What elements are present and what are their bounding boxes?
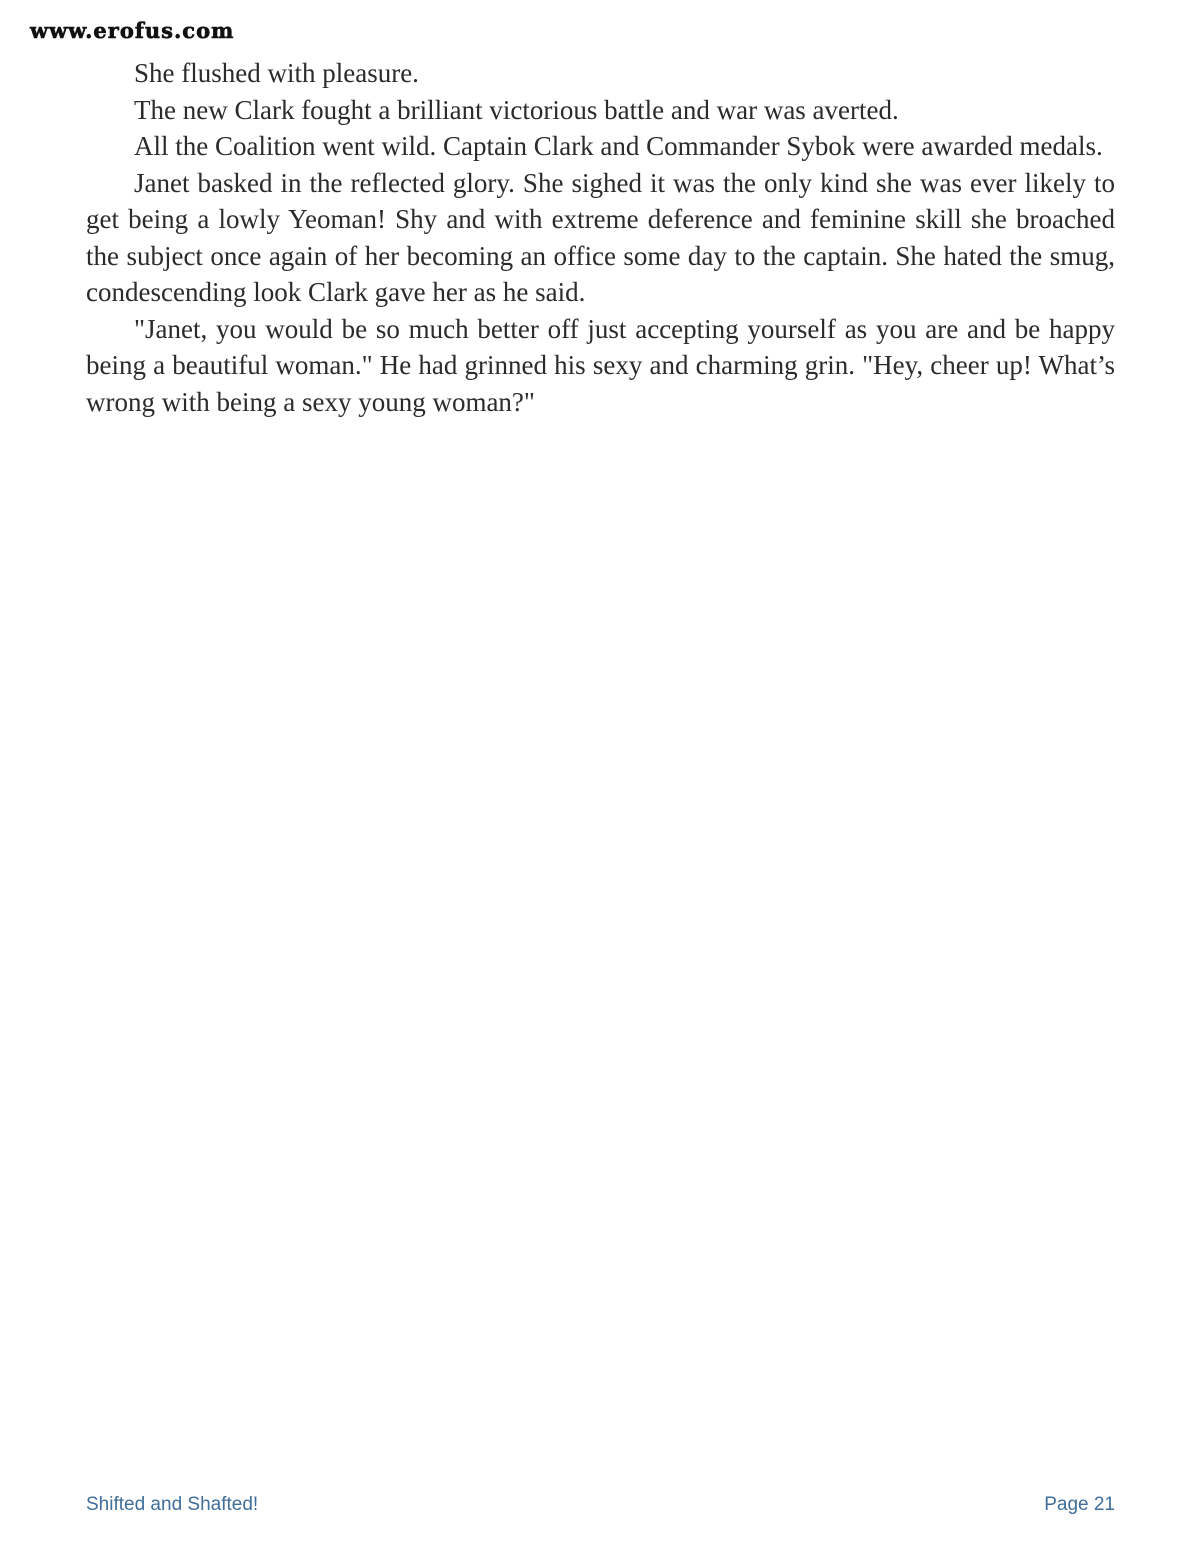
paragraph: "Janet, you would be so much better off just accepting yourself as you are and be happy being a beautiful woman." He had grinned his sexy and charming grin. "Hey, cheer up! What’s wrong with being a sexy young woman?" xyxy=(86,313,1115,417)
paragraph: All the Coalition went wild. Captain Clark and Commander Sybok were awarded medals. xyxy=(134,131,1103,161)
watermark-logo: www.erofus.com xyxy=(30,18,235,43)
paragraph: The new Clark fought a brilliant victorious battle and war was averted. xyxy=(134,94,899,125)
paragraph: She flushed with pleasure. xyxy=(134,58,419,88)
page-body xyxy=(86,55,1115,420)
footer-book-title: Shifted and Shafted! xyxy=(86,1494,259,1515)
footer-page-number: Page 21 xyxy=(1044,1494,1115,1515)
paragraph: Janet basked in the reflected glory. She sighed it was the only kind she was ever likely to get being a lowly Yeoman! Shy and with extreme deference and feminine skill she broached the subject once again of her becoming an office some day to the captain. She hated the smug, condescending look Clark gave her as he said. xyxy=(86,167,1115,307)
